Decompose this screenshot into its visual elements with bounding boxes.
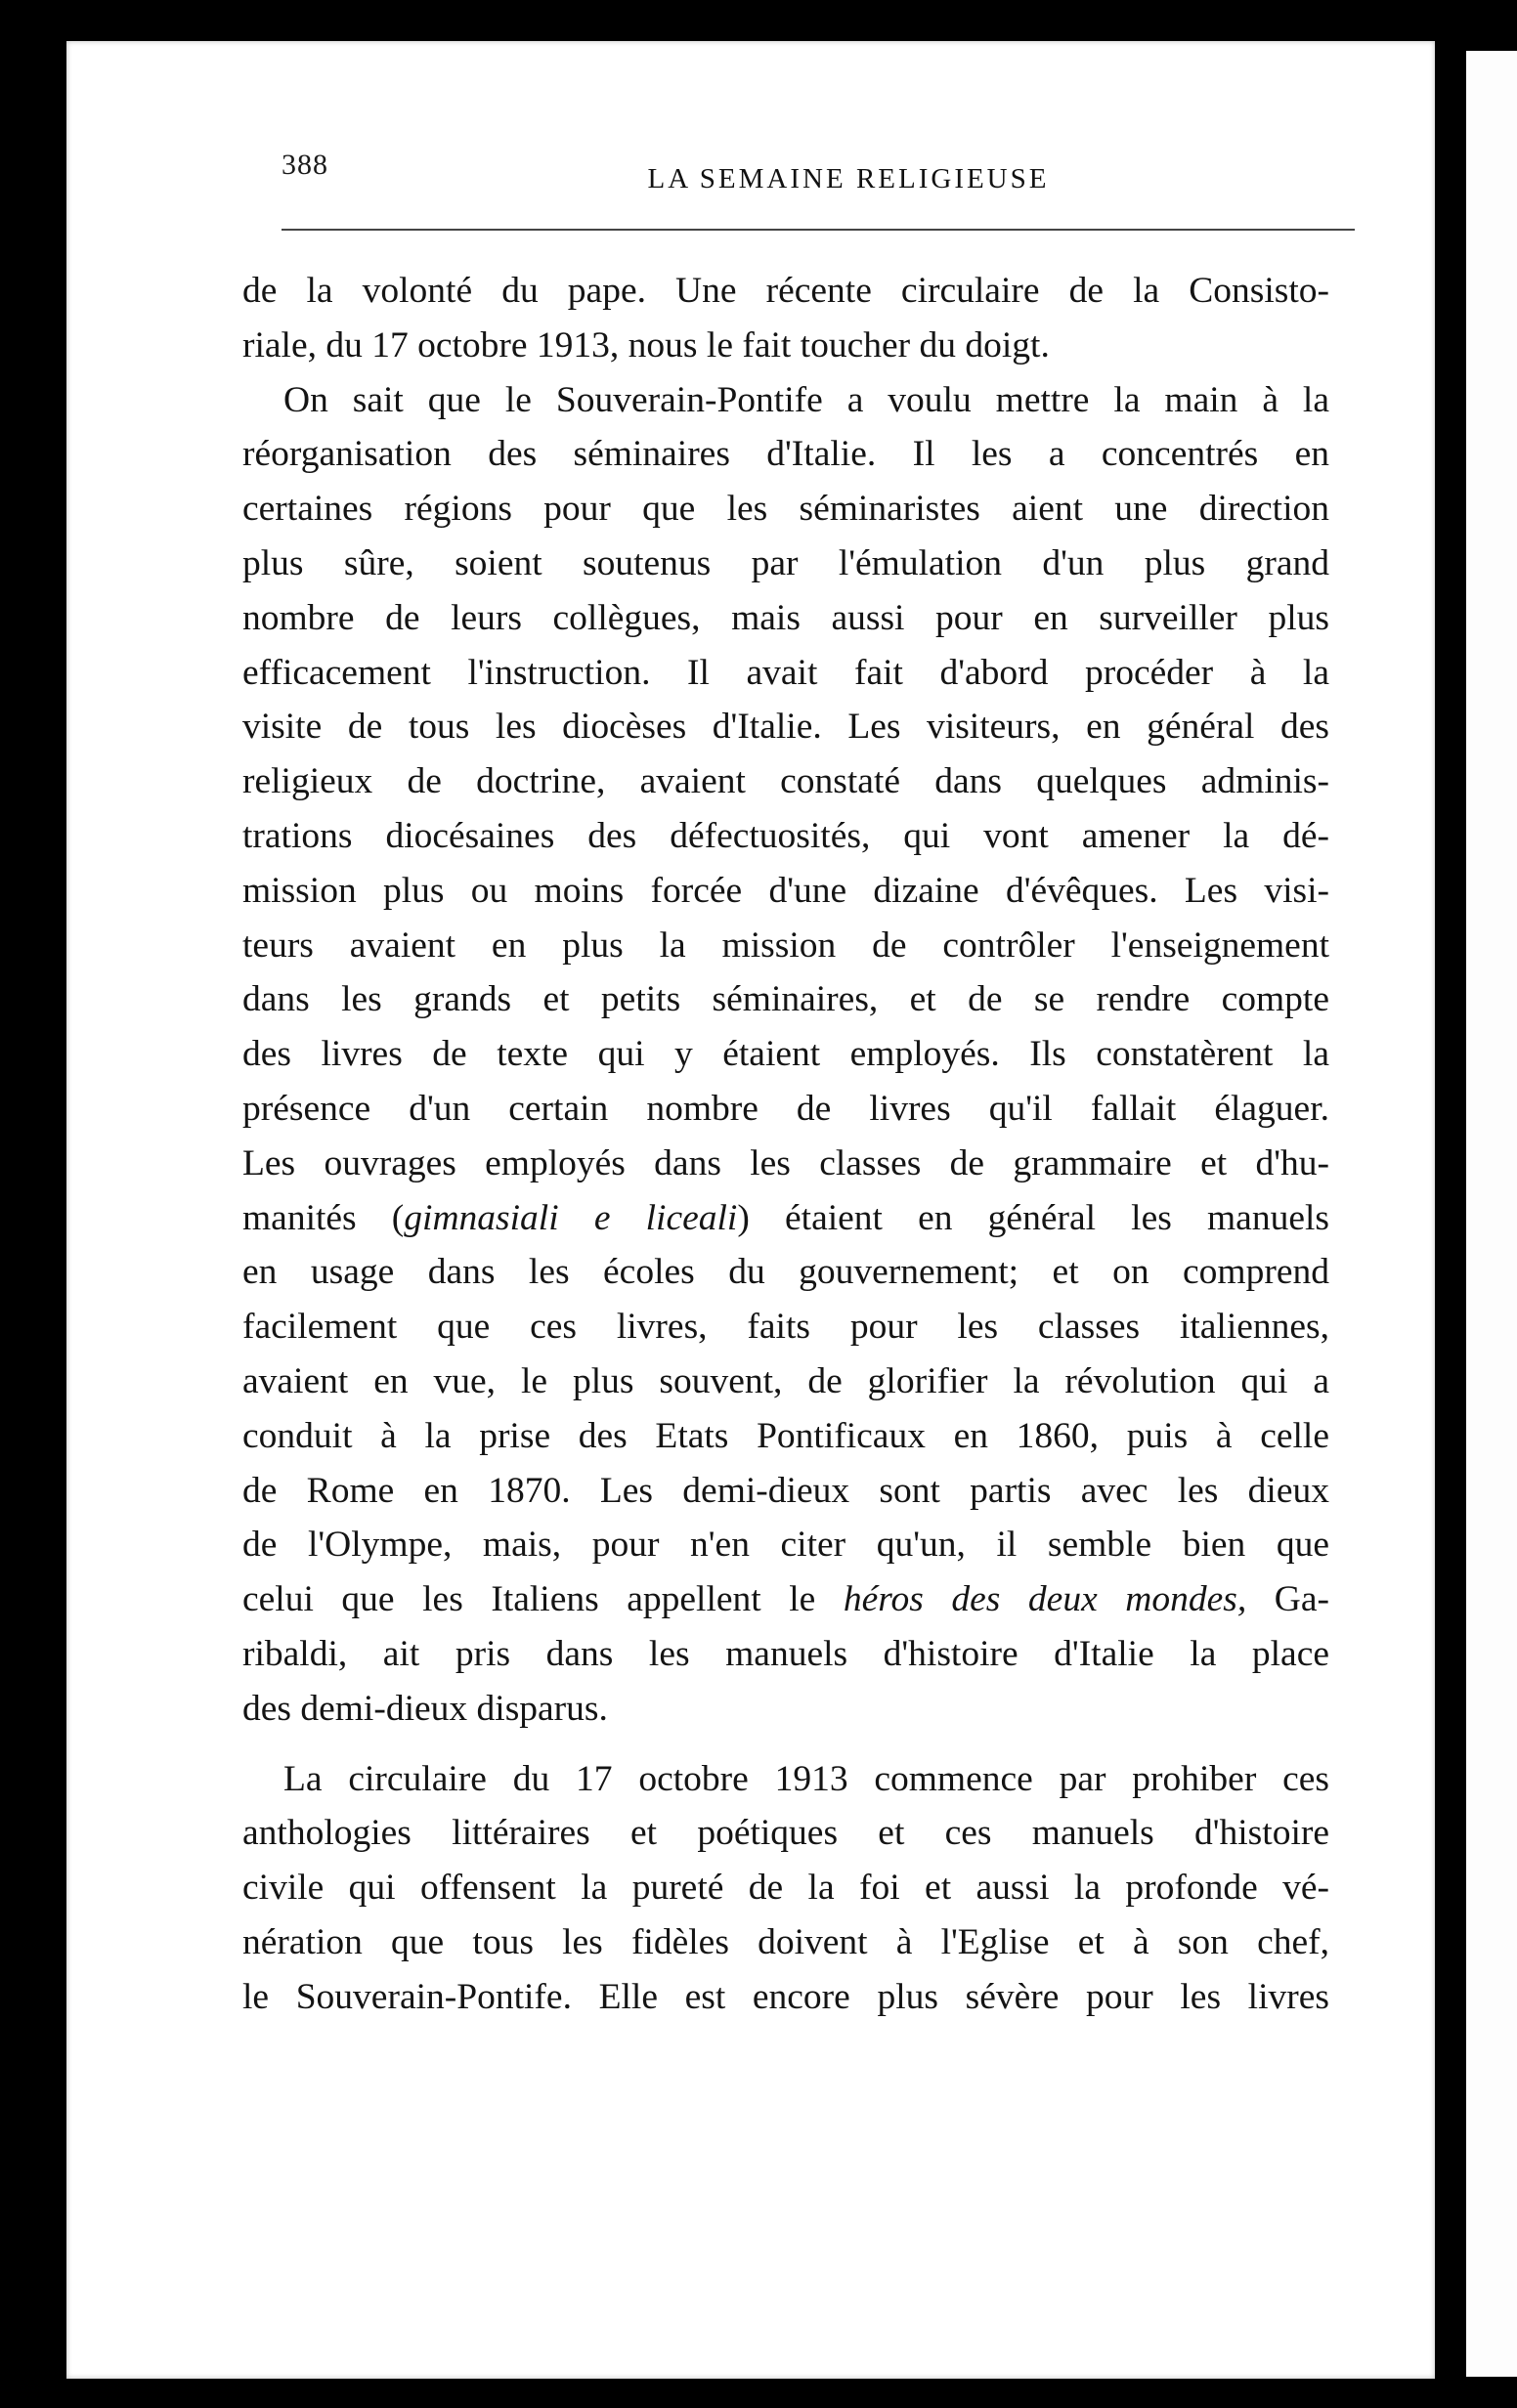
text-line: ribaldi, ait pris dans les manuels d'histoire d'Italie la place <box>242 1633 1329 1674</box>
text-line: réorganisation des séminaires d'Italie. Il les a concentrés en <box>242 434 1329 475</box>
text-line: teurs avaient en plus la mission de contrôler l'enseignement <box>242 924 1329 966</box>
paragraph-2 <box>242 373 1329 1737</box>
text-run: celui que les Italiens appellent le <box>242 1579 844 1620</box>
text-line: avaient en vue, le plus souvent, de glorifier la révolution qui a <box>242 1360 1329 1401</box>
paragraph-gap <box>242 1737 1329 1752</box>
page-number: 388 <box>282 149 328 181</box>
text-line: de la volonté du pape. Une récente circulaire de la Consisto- <box>242 271 1329 311</box>
text-line: de Rome en 1870. Les demi-dieux sont partis avec les dieux <box>242 1470 1329 1511</box>
text-run: manités ( <box>242 1197 405 1238</box>
paragraph-1 <box>242 264 1329 373</box>
italic-phrase: gimnasiali e liceali <box>404 1197 738 1238</box>
italic-phrase: héros des deux mondes, <box>843 1579 1247 1620</box>
text-line: en usage dans les écoles du gouvernement; et on comprend <box>242 1252 1329 1293</box>
text-line: nération que tous les fidèles doivent à l'Eglise et à son chef, <box>242 1921 1329 1962</box>
text-run: ) étaient en général les manuels <box>737 1197 1329 1238</box>
text-line-with-italic <box>242 1191 1329 1246</box>
text-line: plus sûre, soient soutenus par l'émulation d'un plus grand <box>242 542 1329 583</box>
text-line: nombre de leurs collègues, mais aussi pour en surveiller plus <box>242 597 1329 638</box>
text-line-with-italic <box>242 1572 1329 1627</box>
text-line: de l'Olympe, mais, pour n'en citer qu'un, il semble bien que <box>242 1525 1329 1566</box>
text-line: mission plus ou moins forcée d'une dizaine d'évêques. Les visi- <box>242 870 1329 911</box>
text-line: anthologies littéraires et poétiques et ces manuels d'histoire <box>242 1813 1329 1854</box>
body-text <box>242 264 1329 2025</box>
text-line: religieux de doctrine, avaient constaté dans quelques adminis- <box>242 761 1329 802</box>
facing-page-edge <box>1466 51 1517 2377</box>
text-line: le Souverain-Pontife. Elle est encore plus sévère pour les livres <box>242 1976 1329 2017</box>
text-line: présence d'un certain nombre de livres qu'il fallait élaguer. <box>242 1088 1329 1129</box>
page-header <box>276 149 1363 207</box>
header-rule <box>282 229 1355 231</box>
text-line: visite de tous les diocèses d'Italie. Les visiteurs, en général des <box>242 707 1329 748</box>
text-line: civile qui offensent la pureté de la foi et aussi la profonde vé- <box>242 1868 1329 1909</box>
text-line: conduit à la prise des Etats Pontificaux en 1860, puis à celle <box>242 1415 1329 1456</box>
text-run: Ga- <box>1246 1579 1329 1620</box>
text-line: La circulaire du 17 octobre 1913 commence par prohiber ces <box>283 1758 1329 1799</box>
running-title: LA SEMAINE RELIGIEUSE <box>647 163 1050 194</box>
text-line: dans les grands et petits séminaires, et de se rendre compte <box>242 979 1329 1020</box>
text-line: riale, du 17 octobre 1913, nous le fait toucher du doigt. <box>242 324 1050 366</box>
text-line: facilement que ces livres, faits pour les classes italiennes, <box>242 1307 1329 1348</box>
text-line: des livres de texte qui y étaient employés. Ils constatèrent la <box>242 1034 1329 1075</box>
text-line: trations diocésaines des défectuosités, qui vont amener la dé- <box>242 815 1329 856</box>
text-line: efficacement l'instruction. Il avait fait d'abord procéder à la <box>242 652 1329 693</box>
text-line: Les ouvrages employés dans les classes de grammaire et d'hu- <box>242 1142 1329 1183</box>
text-line: des demi-dieux disparus. <box>242 1688 608 1729</box>
paragraph-3 <box>242 1752 1329 2025</box>
text-line: On sait que le Souverain-Pontife a voulu mettre la main à la <box>283 379 1329 420</box>
text-line: certaines régions pour que les séminaristes aient une direction <box>242 489 1329 530</box>
